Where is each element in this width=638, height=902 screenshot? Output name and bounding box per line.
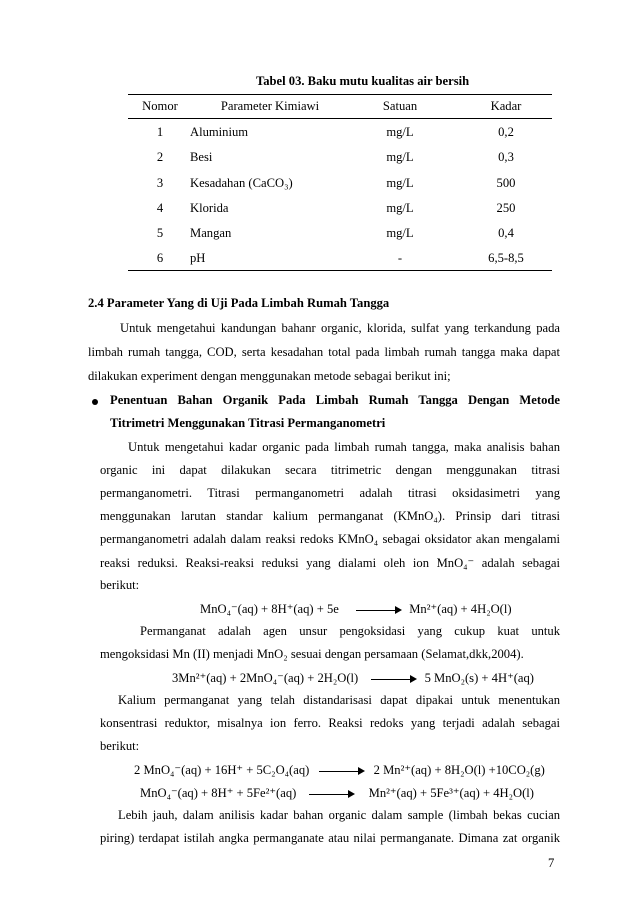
cell-kadar: 0,4 (498, 226, 514, 240)
bullet-heading-line-2: Titrimetri Menggunakan Titrasi Permanganometri (110, 416, 386, 430)
cell-nomor: 3 (156, 176, 164, 190)
page-number: 7 (548, 856, 555, 870)
cell-nomor: 1 (156, 125, 164, 139)
cell-satuan: mg/L (386, 226, 414, 240)
para3-line-3: berikut: (100, 739, 140, 753)
para3-line-1: Kalium permanganat yang telah distandarisasi dapat dipakai untuk menentukan (118, 693, 560, 707)
equation-3-right: 2 Mn²⁺(aq) + 8H₂O(l) +10CO₂(g) (373, 763, 545, 777)
cell-kadar: 6,5-8,5 (488, 251, 524, 265)
equation-4 (140, 785, 534, 801)
para1-line-6: reaksi reduksi. Reaksi-reaksi reduksi yang dialami oleh ion MnO₄⁻ adalah sebagai (100, 556, 560, 570)
para1-line-1: Untuk mengetahui kadar organic pada limbah rumah tangga, maka analisis bahan (128, 440, 560, 454)
cell-nomor: 2 (156, 150, 164, 164)
table-header-rule (128, 118, 552, 119)
para1-line-4: menggunakan larutan standar kalium permanganat (KMnO₄). Prinsip dari titrasi (100, 509, 560, 523)
cell-kadar: 500 (496, 176, 516, 190)
equation-1 (200, 601, 512, 617)
header-parameter: Parameter Kimiawi (220, 99, 320, 113)
equation-3 (134, 762, 545, 778)
equation-2 (172, 670, 534, 686)
para1-line-3: permanganometri. Titrasi permanganometri adalah titrasi oksidasimetri yang (100, 486, 560, 500)
equation-1-left: MnO₄⁻(aq) + 8H⁺(aq) + 5e (200, 602, 339, 616)
cell-kadar: 0,2 (498, 125, 514, 139)
equation-4-right: Mn²⁺(aq) + 5Fe³⁺(aq) + 4H₂O(l) (368, 786, 534, 800)
cell-satuan: mg/L (386, 125, 414, 139)
header-satuan: Satuan (382, 99, 418, 113)
reaction-arrow-icon (309, 789, 355, 799)
cell-nomor: 6 (156, 251, 164, 265)
cell-parameter: Kesadahan (CaCO₃) (190, 176, 293, 190)
header-kadar: Kadar (490, 99, 522, 113)
cell-satuan: mg/L (386, 176, 414, 190)
reaction-arrow-icon (356, 605, 402, 615)
equation-2-left: 3Mn²⁺(aq) + 2MnO₄⁻(aq) + 2H₂O(l) (172, 671, 359, 685)
para2-line-1: Permanganat adalah agen unsur pengoksidasi yang cukup kuat untuk (140, 624, 560, 638)
bullet-marker (92, 399, 98, 405)
table-bottom-rule (128, 270, 552, 271)
section-heading: 2.4 Parameter Yang di Uji Pada Limbah Rumah Tangga (88, 296, 390, 310)
para1-line-2: organic ini dapat dilakukan secara titrimetric dengan menggunakan titrasi (100, 463, 560, 477)
cell-parameter: Mangan (190, 226, 232, 240)
cell-parameter: pH (190, 251, 206, 265)
cell-satuan: mg/L (386, 201, 414, 215)
table-caption: Tabel 03. Baku mutu kualitas air bersih (256, 74, 470, 88)
para1-line-7: berikut: (100, 578, 140, 592)
equation-4-left: MnO₄⁻(aq) + 8H⁺ + 5Fe²⁺(aq) (140, 786, 297, 800)
equation-1-right: Mn²⁺(aq) + 4H₂O(l) (409, 602, 512, 616)
cell-kadar: 0,3 (498, 150, 514, 164)
equation-3-left: 2 MnO₄⁻(aq) + 16H⁺ + 5C₂O₄(aq) (134, 763, 310, 777)
bullet-heading-line-1: Penentuan Bahan Organik Pada Limbah Rumah Tangga Dengan Metode (110, 393, 560, 407)
cell-parameter: Besi (190, 150, 213, 164)
section-line-2: limbah rumah tangga, COD, serta kesadahan total pada limbah rumah tangga maka dapat (88, 345, 560, 359)
para2-line-2: mengoksidasi Mn (II) menjadi MnO₂ sesuai dengan persamaan (Selamat,dkk,2004). (100, 647, 524, 661)
cell-parameter: Klorida (190, 201, 229, 215)
cell-satuan: - (397, 251, 403, 265)
para3-line-2: konsentrasi reduktor, misalnya ion ferro. Reaksi redoks yang terjadi adalah sebagai (100, 716, 560, 730)
cell-satuan: mg/L (386, 150, 414, 164)
para4-line-1: Lebih jauh, dalam anilisis kadar bahan organic dalam sample (limbah bekas cucian (118, 808, 560, 822)
reaction-arrow-icon (319, 766, 365, 776)
header-nomor: Nomor (142, 99, 178, 113)
cell-kadar: 250 (496, 201, 516, 215)
reaction-arrow-icon (371, 674, 417, 684)
section-line-3: dilakukan experiment dengan menggunakan metode sebagai berikut ini; (88, 369, 451, 383)
para1-line-5: permanganometri adalah dalam reaksi redoks KMnO₄ sebagai oksidator akan mengalami (100, 532, 560, 546)
cell-nomor: 4 (156, 201, 164, 215)
equation-2-right: 5 MnO₂(s) + 4H⁺(aq) (424, 671, 534, 685)
para4-line-2: piring) terdapat istilah angka permanganate atau nilai permanganate. Dimana zat organik (100, 831, 560, 845)
table-top-rule (128, 94, 552, 95)
section-line-1: Untuk mengetahui kandungan bahanr organic, klorida, sulfat yang terkandung pada (120, 321, 560, 335)
cell-nomor: 5 (156, 226, 164, 240)
cell-parameter: Aluminium (190, 125, 249, 139)
